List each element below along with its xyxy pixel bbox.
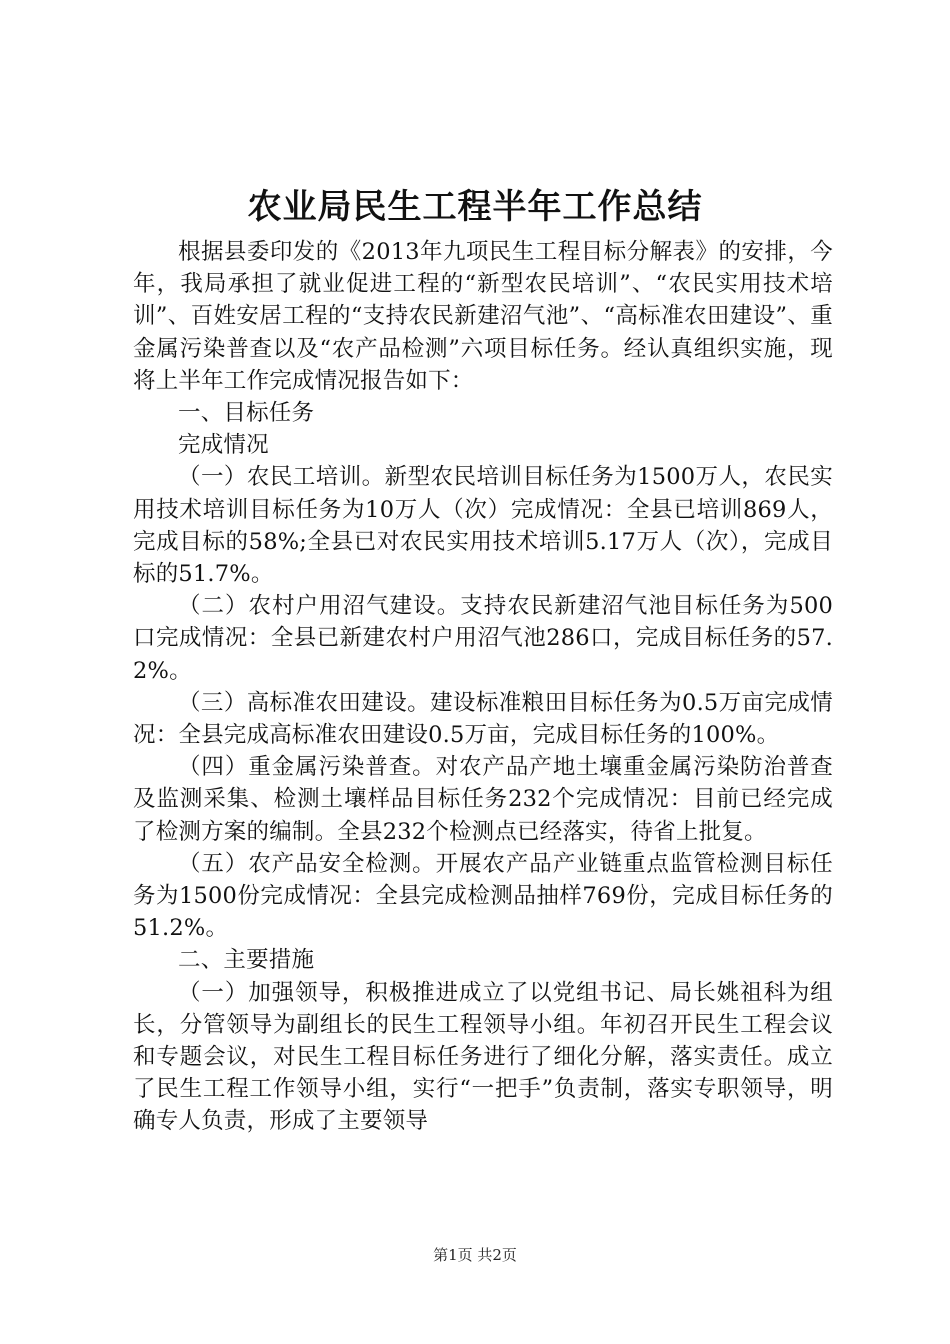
section-heading-targets: 一、目标任务 [178, 400, 315, 427]
document-body [133, 236, 833, 1138]
item-paragraph: （二）农村户用沼气建设。支持农民新建沼气池目标任务为500口完成情况：全县已新建农村户用沼气池286口，完成目标任务的57.2%。 [133, 593, 833, 684]
item-paragraph: （三）高标准农田建设。建设标准粮田目标任务为0.5万亩完成情况：全县完成高标准农田建设0.5万亩，完成目标任务的100%。 [133, 689, 833, 749]
subheading-completion: 完成情况 [178, 432, 269, 459]
document-title: 农业局民生工程半年工作总结 [247, 187, 703, 227]
item-paragraph: （一）农民工培训。新型农民培训目标任务为1500万人，农民实用技术培训目标任务为10万人（次）完成情况：全县已培训869人，完成目标的58%;全县已对农民实用技术培训5.17万人（次），完成目标的51.7%。 [133, 464, 833, 588]
item-paragraph: （五）农产品安全检测。开展农产品产业链重点监管检测目标任务为1500份完成情况：全县完成检测品抽样769份，完成目标任务的51.2%。 [133, 850, 833, 942]
intro-paragraph: 根据县委印发的《2013年九项民生工程目标分解表》的安排，今年，我局承担了就业促进工程的“新型农民培训”、“农民实用技术培训”、百姓安居工程的“支持农民新建沼气池”、“高标准农田建设”、重金属污染普查以及“农产品检测”六项目标任务。经认真组织实施，现将上半年工作完成情况报告如下： [133, 239, 833, 394]
page-number-footer: 第1页 共2页 [433, 1246, 517, 1264]
item-paragraph: （四）重金属污染普查。对农产品产地土壤重金属污染防治普查及监测采集、检测土壤样品目标任务232个完成情况：目前已经完成了检测方案的编制。全县232个检测点已经落实，待省上批复。 [133, 754, 833, 845]
section-heading-measures: 二、主要措施 [178, 947, 315, 974]
measure-paragraph: （一）加强领导，积极推进成立了以党组书记、局长姚祖科为组长，分管领导为副组长的民生工程领导小组。年初召开民生工程会议和专题会议，对民生工程目标任务进行了细化分解，落实责任。成立了民生工程工作领导小组，实行“一把手”负责制，落实专职领导，明确专人负责，形成了主要领导 [133, 979, 833, 1135]
